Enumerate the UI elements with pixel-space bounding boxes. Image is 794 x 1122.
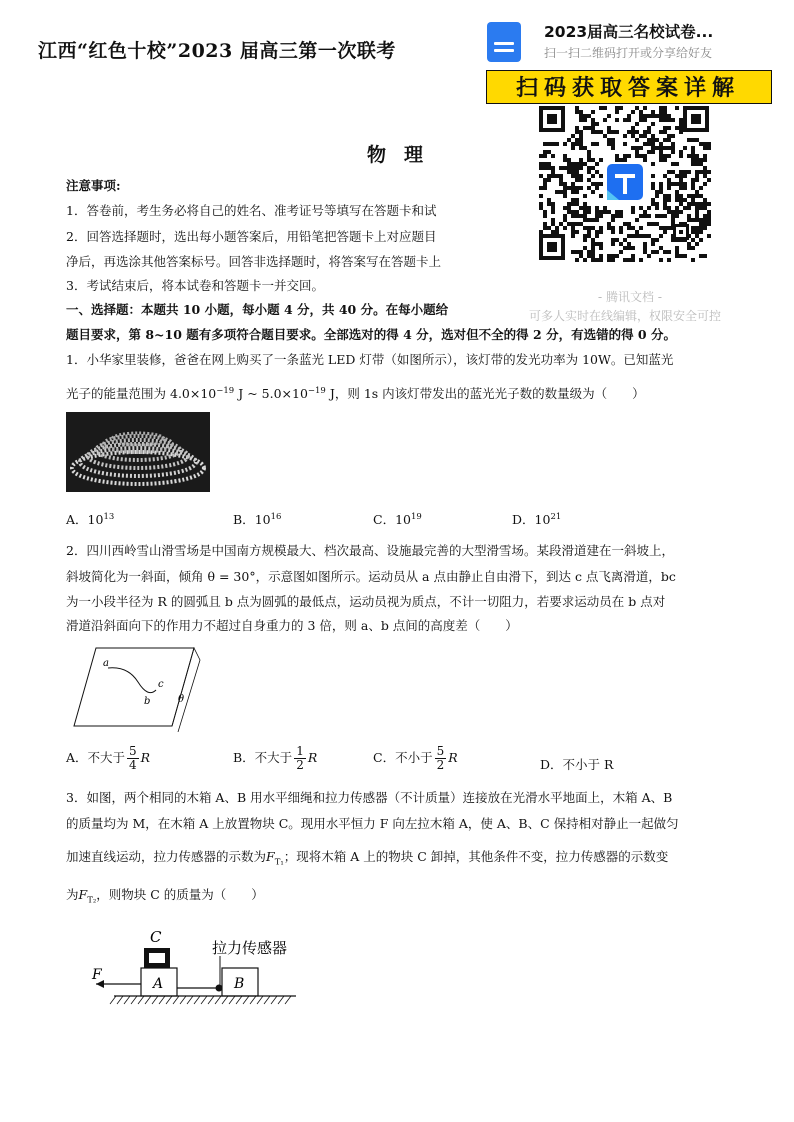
q1-option-c-exp: 19 <box>410 511 422 522</box>
q3-line-4 <box>66 885 264 906</box>
q2-option-a-den: 4 <box>129 758 137 772</box>
q1-range-low: 4.0×10 <box>170 386 217 401</box>
q3-text-c: 为 <box>66 887 79 902</box>
q3-text-d: ，则物块 C 的质量为（ ） <box>96 887 264 902</box>
fig-label-sensor: 拉力传感器 <box>212 939 288 957</box>
notice-line-4: 3．考试结束后，将本试卷和答题卡一并交回。 <box>66 278 324 293</box>
q1-option-b-exp: 16 <box>270 511 282 522</box>
notice-line-1: 1．答卷前，考生务必将自己的姓名、准考证号等填写在答题卡和试 <box>66 203 437 218</box>
fig-label-b: B <box>234 976 245 992</box>
q3-ft1-sub: T₁ <box>274 857 284 868</box>
q1-option-d-label: D． <box>512 512 535 527</box>
q3-line-2: 的质量均为 M，在木箱 A 上放置物块 C。现用水平恒力 F 向左拉木箱 A，使 A、B、C 保持相对静止一起做匀 <box>66 816 679 831</box>
q1-range-high: 5.0×10 <box>261 386 308 401</box>
qr-alignment <box>673 224 689 240</box>
q3-text-a: 加速直线运动，拉力传感器的示数为 <box>66 849 267 864</box>
qr-code[interactable] <box>537 104 713 264</box>
q2-option-a-label: A．不大于 <box>66 750 126 765</box>
q1-option-d-base: 10 <box>534 512 551 527</box>
qr-finder-top-right <box>683 106 709 132</box>
q1-option-d[interactable] <box>512 510 561 528</box>
q2-line-2: 斜坡简化为一斜面，倾角 θ = 30°，示意图如图所示。运动员从 a 点由静止自由滑下，到达 c 点飞离滑道，bc <box>66 569 676 584</box>
slope-label-b: b <box>144 696 151 707</box>
q1-option-c-base: 10 <box>395 512 411 527</box>
q2-option-b-num: 1 <box>296 744 304 758</box>
tencent-docs-description: 可多人实时在线编辑，权限安全可控 <box>528 309 721 323</box>
section-heading-line-2: 题目要求，第 8~10 题有多项符合题目要求。全部选对的得 4 分，选对但不全的得 2 分，有选错的得 0 分。 <box>66 327 676 342</box>
q3-text-b: ；现将木箱 A 上的物块 C 卸掉，其他条件不变，拉力传感器的示数变 <box>283 849 669 864</box>
slope-label-a: a <box>103 658 109 669</box>
notice-line-3: 净后，再选涂其他答案标号。回答非选择题时，将答案写在答题卡上 <box>66 254 442 269</box>
q2-option-a-fraction <box>127 745 139 772</box>
q1-option-a-exp: 13 <box>103 511 115 522</box>
q2-option-b-tail: R <box>307 750 318 765</box>
q1-option-a-label: A． <box>66 512 88 527</box>
fig-label-a: A <box>153 976 164 992</box>
q2-option-a-tail: R <box>140 750 151 765</box>
q1-option-a-base: 10 <box>87 512 104 527</box>
section-heading-line-1: 一、选择题：本题共 10 小题，每小题 4 分，共 40 分。在每小题给 <box>66 302 449 317</box>
q2-option-b[interactable] <box>233 745 317 772</box>
q2-option-c[interactable] <box>373 745 458 772</box>
q2-option-c-fraction <box>435 745 447 772</box>
q1-option-b-label: B． <box>233 512 255 527</box>
qr-finder-top-left <box>539 106 565 132</box>
q1-text-b: ，则 1s 内该灯带发出的蓝光光子数的数量级为（ ） <box>334 386 645 401</box>
qr-finder-bottom-left <box>539 234 565 260</box>
scan-cta-text: 扫码获取答案详解 <box>515 76 740 101</box>
boxes-diagram <box>86 924 322 1010</box>
exam-title: 江西“红色十校”2023 届高三第一次联考 <box>38 40 396 62</box>
banner-subtitle: 扫一扫二维码打开或分享给好友 <box>544 46 713 60</box>
q1-option-c-label: C． <box>373 512 396 527</box>
q2-option-b-den: 2 <box>296 758 304 772</box>
q1-unit-2: J <box>329 386 335 401</box>
tension-sensor <box>216 985 223 992</box>
slope-label-theta: θ <box>178 694 185 705</box>
q2-option-b-fraction <box>294 745 306 772</box>
q1-unit-1: J ~ <box>238 386 262 401</box>
block-c <box>144 948 170 968</box>
q1-range-high-exp: −19 <box>307 385 326 396</box>
q1-option-b[interactable] <box>233 510 281 528</box>
q2-option-c-den: 2 <box>436 758 445 772</box>
q2-line-1: 2．四川西岭雪山滑雪场是中国南方规模最大、档次最高、设施最完善的大型滑雪场。某段滑道建在一斜坡上， <box>66 543 674 558</box>
q1-option-b-base: 10 <box>254 512 271 527</box>
q1-text-a: 光子的能量范围为 <box>66 386 167 401</box>
subject-title: 物理 <box>367 144 442 166</box>
q3-line-3 <box>66 847 668 868</box>
fig-label-f: F <box>92 967 102 983</box>
slope-diagram <box>68 642 208 732</box>
q2-option-a-num: 5 <box>129 744 137 758</box>
q1-line-1: 1．小华家里装修，爸爸在网上购买了一条蓝光 LED 灯带（如图所示），该灯带的发光功率为 10W。已知蓝光 <box>66 352 674 367</box>
notice-heading: 注意事项: <box>66 178 121 193</box>
q3-ft2: F <box>78 887 88 902</box>
slope-label-c: c <box>158 679 164 690</box>
q3-ft1: F <box>266 849 275 864</box>
q1-range-low-exp: −19 <box>216 385 235 396</box>
q2-line-3: 为一小段半径为 R 的圆弧且 b 点为圆弧的最低点，运动员视为质点，不计一切阻力，若要求运动员在 b 点对 <box>66 594 666 609</box>
notice-line-2: 2．回答选择题时，选出每小题答案后，用铅笔把答题卡上对应题目 <box>66 229 437 244</box>
q1-option-d-exp: 21 <box>550 511 562 522</box>
q1-option-a[interactable] <box>66 510 114 528</box>
q3-line-1: 3．如图，两个相同的木箱 A、B 用水平细绳和拉力传感器（不计质量）连接放在光滑水平地面上，木箱 A、B <box>66 790 673 805</box>
q2-option-a[interactable] <box>66 745 150 772</box>
q2-option-c-num: 5 <box>436 744 445 758</box>
q2-line-4: 滑道沿斜面向下的作用力不超过自身重力的 3 倍，则 a、b 点间的高度差（ ） <box>66 618 518 633</box>
fig-label-c: C <box>150 928 162 946</box>
q2-option-b-label: B．不大于 <box>233 750 293 765</box>
q3-ft2-sub: T₂ <box>87 895 97 906</box>
q1-line-2 <box>66 384 645 402</box>
document-icon <box>487 22 521 62</box>
tencent-docs-logo-icon <box>605 162 645 202</box>
banner-title[interactable]: 2023届高三名校试卷... <box>544 23 714 41</box>
q2-option-d[interactable]: D．不小于 R <box>540 757 614 772</box>
led-strip-photo <box>66 412 210 492</box>
q2-option-c-label: C．不小于 <box>373 750 433 765</box>
tencent-docs-label: - 腾讯文档 - <box>597 290 663 304</box>
q2-option-c-tail: R <box>448 750 458 765</box>
q1-option-c[interactable] <box>373 510 422 528</box>
